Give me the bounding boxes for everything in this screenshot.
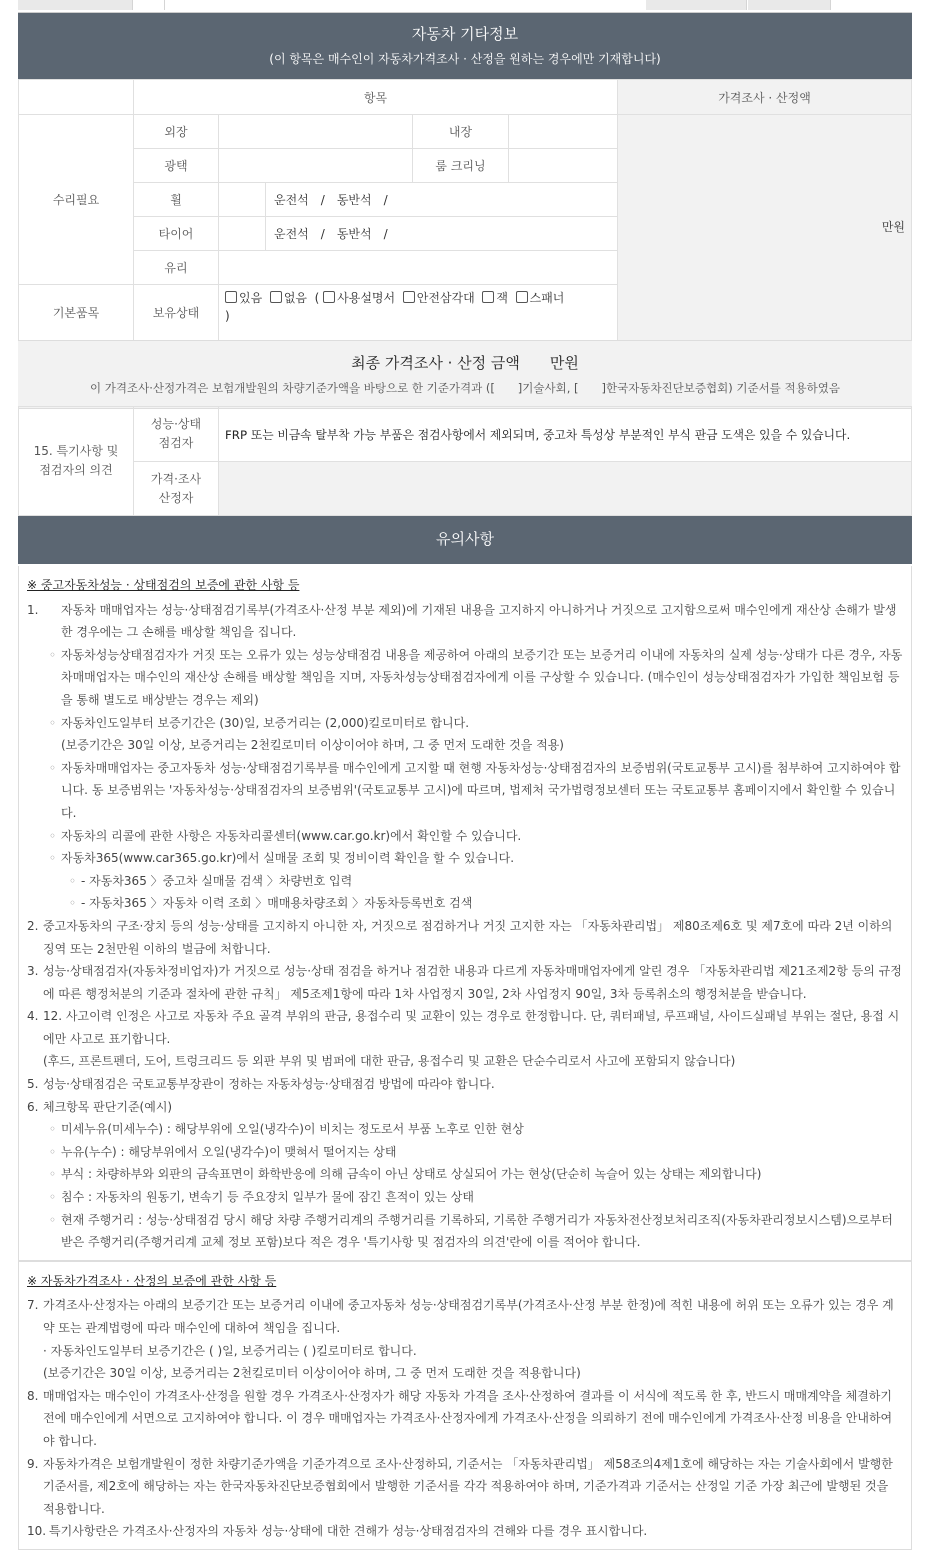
appraiser-label: 가격·조사 산정자	[133, 461, 219, 516]
note-1-b5: ◦ 자동차의 리콜에 관한 사항은 자동차리콜센터(www.car.go.kr)에서 확인할 수 있습니다.	[27, 825, 903, 848]
option-triangle[interactable]: 안전삼각대	[403, 291, 475, 305]
note-1-b2: ◦ 자동차성능상태점검자가 거짓 또는 오류가 있는 성능상태점검 내용을 제공하여 아래의 보증기간 또는 보증거리 이내에 자동차의 실제 성능·상태가 다른 경우, 자동차매매업자는 매수인의 재산상 손해를 배상할 책임을 지며, 자동차성능상태점검자에게 이를 구상할 수 있습니다. (매수인이 성능상태점검자가 가입한 책임보험 등을 통해 별도로 배상받는 경우는 제외)	[27, 644, 903, 712]
option-spanner[interactable]: 스패너	[516, 291, 565, 305]
checkbox-icon	[403, 291, 415, 303]
option-manual[interactable]: 사용설명서	[323, 291, 395, 305]
note-4-sub: (후드, 프론트펜더, 도어, 트렁크리드 등 외판 부위 및 범퍼에 대한 판금, 용접수리 및 교환은 단순수리로서 사고에 포함되지 않습니다)	[43, 1054, 736, 1069]
note-3: 3. 성능·상태점검자(자동차정비업자)가 거짓으로 성능·상태 점검을 하거나 점검한 내용과 다르게 자동차매매업자에게 알린 경우 「자동차관리법 제21조제2항 등의 규정에 따른 행정처분의 기준과 절차에 관한 규칙」 제5조제1항에 따라 1차 사업정지 30일, 2차 사업정지 90일, 3차 등록취소의 행정처분을 받습니다.	[27, 964, 902, 1001]
checkbox-icon	[323, 291, 335, 303]
glass-label: 유리	[133, 250, 219, 285]
notes1-heading: ※ 중고자동차성능 · 상태점검의 보증에 관한 사항 등	[27, 578, 300, 592]
note-1-b3: ◦ 자동차인도일부터 보증기간은 (30)일, 보증거리는 (2,000)킬로미터로 합니다.	[27, 712, 903, 735]
checkbox-icon	[270, 291, 282, 303]
polish-value	[218, 148, 413, 183]
criteria-5: ◦ 현재 주행거리 : 성능·상태점검 당시 해당 차량 주행거리계의 주행거리를 기록하되, 기록한 주행거리가 자동차전산정보처리조직(자동차관리정보시스템)으로부터 받은 주행거리(주행거리계 교체 정보 포함)보다 적은 경우 '특기사항 및 점검자의 의견'란에 이를 적어야 합니다.	[27, 1209, 903, 1254]
room-cleaning-value	[508, 148, 618, 183]
criteria-3: ◦ 부식 : 차량하부와 외판의 금속표면이 화학반응에 의해 금속이 아닌 상태로 상실되어 가는 현상(단순히 녹슬어 있는 상태는 제외합니다)	[27, 1163, 903, 1186]
note-1-b4: ◦ 자동차매매업자는 중고자동차 성능·상태점검기록부를 매수인에게 고지할 때 현행 자동차성능·상태점검자의 보증범위(국토교통부 고시)를 첨부하여 고지하여야 합니다. 동 보증범위는 '자동차성능·상태점검자의 보증범위'(국토교통부 고시)에 따르며, 법제처 국가법령정보센터 또는 국토교통부 홈페이지에서 확인할 수 있습니다.	[27, 757, 903, 825]
notes-header: 유의사항	[18, 516, 912, 564]
section-subtitle: (이 항목은 매수인이 자동차가격조사 · 산정을 원하는 경우에만 기재합니다)	[269, 52, 661, 66]
note-7-a: · 자동차인도일부터 보증기간은 ( )일, 보증거리는 ( )킬로미터로 합니다.	[43, 1343, 417, 1358]
notes2-heading: ※ 자동차가격조사 · 산정의 보증에 관한 사항 등	[27, 1273, 277, 1288]
possession-options: 있음 없음 ( 사용설명서 안전삼각대 잭 스패너 )	[218, 284, 618, 341]
basic-items-label: 기본품목	[18, 284, 134, 341]
exterior-value	[218, 114, 413, 149]
wheel-seats: 운전석 / 동반석 /	[265, 182, 618, 217]
blank-cell	[18, 79, 134, 115]
note-1-b6b: ◦ - 자동차365 〉자동차 이력 조회 〉매매용차량조회 〉자동차등록번호 검색	[27, 892, 903, 915]
final-price-note: 이 가격조사·산정가격은 보험개발원의 차량기준가액을 바탕으로 한 기준가격과 ([ ]기술사회, [ ]한국자동차진단보증협회) 기준서를 적용하였음	[90, 381, 840, 395]
option-no[interactable]: 없음	[270, 291, 307, 305]
interior-label: 내장	[412, 114, 509, 149]
note-2: 2. 중고자동차의 구조·장치 등의 성능·상태를 고지하지 아니한 자, 거짓으로 점검하거나 거짓 고지한 자는 「자동차관리법」 제80조제6호 및 제7호에 따라 2년 이하의 징역 또는 2천만원 이하의 벌금에 처합니다.	[27, 918, 893, 956]
wheel-label: 휠	[133, 182, 219, 217]
exterior-label: 외장	[133, 114, 219, 149]
note-1-b6a: ◦ - 자동차365 〉중고차 실매물 검색 〉차량번호 입력	[27, 870, 903, 893]
opinion-label: 15. 특기사항 및 점검자의 의견	[18, 406, 134, 516]
possession-label: 보유상태	[133, 284, 219, 341]
note-5: 5. 성능·상태점검은 국토교통부장관이 정하는 자동차성능·상태점검 방법에 따라야 합니다.	[27, 1077, 495, 1092]
wheel-count	[218, 182, 266, 217]
price-unit: 만원	[881, 220, 905, 234]
item-header: 항목	[133, 79, 618, 115]
polish-label: 광택	[133, 148, 219, 183]
criteria-4: ◦ 침수 : 자동차의 원동기, 변속기 등 주요장치 일부가 물에 잠긴 흔적이 있는 상태	[27, 1186, 903, 1209]
criteria-1: ◦ 미세누유(미세누수) : 해당부위에 오일(냉각수)이 비치는 정도로서 부품 노후로 인한 현상	[27, 1118, 903, 1141]
checkbox-icon	[225, 291, 237, 303]
checkbox-icon	[516, 291, 528, 303]
performance-warranty-section	[18, 566, 912, 1261]
note-9: 9. 자동차가격은 보험개발원이 정한 차량기준가액을 기준가격으로 조사·산정하되, 기준서는 「자동차관리법」 제58조의4제1호에 해당하는 자는 기술사회에서 발행한 기준서를, 제2호에 해당하는 자는 한국자동차진단보증협회에서 발행한 기준서를 각각 적용하여야 하며, 기준가격과 기준서는 산정일 기준 가장 최근에 발행된 것을 적용합니다.	[27, 1456, 893, 1516]
note-1-b6: ◦ 자동차365(www.car365.go.kr)에서 실매물 조회 및 정비이력 확인을 할 수 있습니다.	[27, 847, 903, 870]
glass-value	[218, 250, 618, 285]
price-value-cell	[617, 114, 912, 341]
option-yes[interactable]: 있음	[225, 291, 262, 305]
tire-count	[218, 216, 266, 251]
note-7: 7. 가격조사·산정자는 아래의 보증기간 또는 보증거리 이내에 중고자동차 성능·상태점검기록부(가격조사·산정 부분 한정)에 적힌 내용에 허위 또는 오류가 있는 경우 계약 또는 관계법령에 따라 매수인에 대하여 책임을 집니다.	[27, 1298, 894, 1335]
final-price-box	[18, 340, 912, 409]
note-10: 10. 특기사항란은 가격조사·산정자의 자동차 성능·상태에 대한 견해가 성능·상태점검자의 견해와 다를 경우 표시합니다.	[27, 1524, 648, 1539]
repair-needed-label: 수리필요	[18, 114, 134, 285]
option-jack[interactable]: 잭	[482, 291, 508, 305]
note-1: 1. ◦ 자동차 매매업자는 성능·상태점검기록부(가격조사·산정 부분 제외)에 기재된 내용을 고지하지 아니하거나 거짓으로 고지함으로써 매수인에게 재산상 손해가 발생한 경우에는 그 손해를 배상할 책임을 집니다.	[27, 599, 903, 644]
criteria-2: ◦ 누유(누수) : 해당부위에서 오일(냉각수)이 맺혀서 떨어지는 상태	[27, 1141, 903, 1164]
interior-value	[508, 114, 618, 149]
note-4: 4. 12. 사고이력 인정은 사고로 자동차 주요 골격 부위의 판금, 용접수리 및 교환이 있는 경우로 한정합니다. 단, 쿼터패널, 루프패널, 사이드실패널 부위는 절단, 용접 시에만 사고로 표기합니다.	[27, 1009, 900, 1046]
inspector-label: 성능·상태 점검자	[133, 406, 219, 462]
section-title: 자동차 기타정보	[411, 25, 519, 43]
inspector-opinion: FRP 또는 비금속 탈부착 가능 부품은 점검사항에서 제외되며, 중고차 특성상 부분적인 부식 판금 도색은 있을 수 있습니다.	[218, 406, 912, 462]
final-price-title: 최종 가격조사 · 산정 금액 만원	[351, 354, 579, 372]
note-6: 6. 체크항목 판단기준(예시)	[27, 1099, 173, 1114]
top-cutoff-row	[18, 0, 912, 13]
price-header: 가격조사 · 산정액	[617, 79, 912, 115]
appraiser-opinion	[218, 461, 912, 516]
vehicle-other-info-header	[18, 13, 912, 79]
note-1-b3-sub: (보증기간은 30일 이상, 보증거리는 2천킬로미터 이상이어야 하며, 그 중 먼저 도래한 것을 적용)	[61, 738, 564, 753]
tire-label: 타이어	[133, 216, 219, 251]
price-warranty-section	[18, 1261, 912, 1550]
note-8: 8. 매매업자는 매수인이 가격조사·산정을 원할 경우 가격조사·산정자가 해당 자동차 가격을 조사·산정하여 결과를 이 서식에 적도록 한 후, 반드시 매매계약을 체결하기 전에 매수인에게 서면으로 고지하여야 합니다. 이 경우 매매업자는 가격조사·산정자에게 가격조사·산정을 의뢰하기 전에 매수인에게 가격조사·산정 비용을 안내하여야 합니다.	[27, 1388, 893, 1448]
room-cleaning-label: 룸 크리닝	[412, 148, 509, 183]
notes-body	[18, 566, 912, 1550]
note-7-b: (보증기간은 30일 이상, 보증거리는 2천킬로미터 이상이어야 하며, 그 중 먼저 도래한 것을 적용합니다)	[43, 1366, 581, 1381]
tire-seats: 운전석 / 동반석 /	[265, 216, 618, 251]
checkbox-icon	[482, 291, 494, 303]
